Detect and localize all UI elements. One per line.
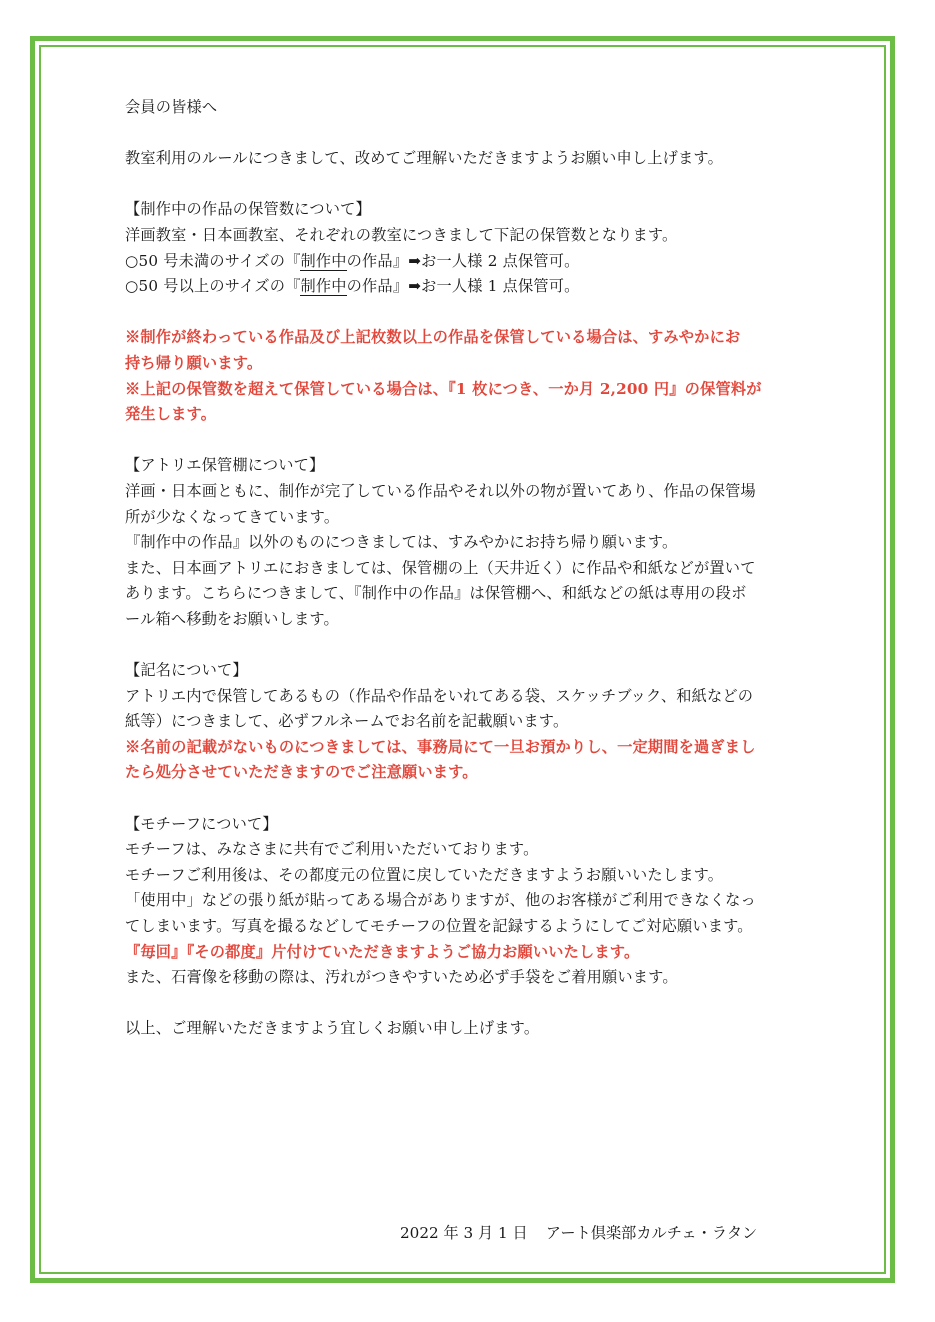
section-naming-text: 紙等）につきまして、必ずフルネームでお名前を記載願います。 <box>125 712 569 731</box>
notice-body <box>125 95 825 1042</box>
signature <box>400 1222 757 1243</box>
section-motif-text: 「使用中」などの張り紙が貼ってある場合がありますが、他のお客様がご利用できなくなっ <box>125 891 756 910</box>
storage-note-1-cont: 持ち帰り願います。 <box>125 353 263 372</box>
signature-date: 2022 年 3 月 1 日 <box>400 1224 528 1242</box>
section-storage-heading: 【制作中の作品の保管数について】 <box>125 200 371 219</box>
section-shelf-text: 『制作中の作品』以外のものにつきましては、すみやかにお持ち帰り願います。 <box>125 533 678 552</box>
storage-note-2-cont: 発生します。 <box>125 405 217 424</box>
section-motif-text: てしまいます。写真を撮るなどしてモチーフの位置を記録するようにしてご対応願います。 <box>125 917 753 935</box>
section-naming-text: アトリエ内で保管してあるもの（作品や作品をいれてある袋、スケッチブック、和紙などの <box>125 686 754 705</box>
section-shelf-text: また、日本画アトリエにおきましては、保管棚の上（天井近く）に作品や和紙などが置いて <box>125 558 756 577</box>
section-shelf-heading: 【アトリエ保管棚について】 <box>125 456 325 475</box>
section-motif-text: モチーフご利用後は、その都度元の位置に戻していただきますようお願いいたします。 <box>125 865 724 884</box>
section-shelf-text: あります。こちらにつきまして、『制作中の作品』は保管棚へ、和紙などの紙は専用の段ボ <box>125 584 747 603</box>
storage-item-under-50: ○50 号未満のサイズの『制作中の作品』➡お一人様 2 点保管可。 <box>125 251 580 270</box>
section-shelf-text: 洋画・日本画ともに、制作が完了している作品やそれ以外の物が置いてあり、作品の保管場 <box>125 481 756 500</box>
closing-text: 以上、ご理解いただきますよう宜しくお願い申し上げます。 <box>125 1019 540 1038</box>
storage-note-2: ※上記の保管数を超えて保管している場合は、『1 枚につき、一か月 2,200 円』の保管料が <box>125 379 762 398</box>
naming-note: ※名前の記載がないものにつきましては、事務局にて一旦お預かりし、一定期間を過ぎまし <box>125 737 756 756</box>
section-storage-text: 洋画教室・日本画教室、それぞれの教室につきまして下記の保管数となります。 <box>125 225 678 244</box>
naming-note-cont: たら処分させていただきますのでご注意願います。 <box>125 763 478 782</box>
section-motif-text: モチーフは、みなさまに共有でご利用いただいております。 <box>125 840 539 859</box>
section-shelf-text: ール箱へ移動をお願いします。 <box>125 609 339 628</box>
motif-note: 『毎回』『その都度』片付けていただきますようご協力お願いいたします。 <box>125 942 640 961</box>
intro: 教室利用のルールにつきまして、改めてご理解いただきますようお願い申し上げます。 <box>125 149 723 168</box>
section-shelf-text: 所が少なくなってきています。 <box>125 507 340 526</box>
section-motif-heading: 【モチーフについて】 <box>125 814 278 833</box>
signature-org: アート倶楽部カルチェ・ラタン <box>545 1224 758 1242</box>
section-naming-heading: 【記名について】 <box>125 661 248 680</box>
section-motif-text: また、石膏像を移動の際は、汚れがつきやすいため必ず手袋をご着用願います。 <box>125 968 678 987</box>
storage-item-over-50: ○50 号以上のサイズの『制作中の作品』➡お一人様 1 点保管可。 <box>125 277 580 296</box>
storage-note-1: ※制作が終わっている作品及び上記枚数以上の作品を保管している場合は、すみやかにお <box>125 328 741 347</box>
greeting: 会員の皆様へ <box>125 98 218 116</box>
